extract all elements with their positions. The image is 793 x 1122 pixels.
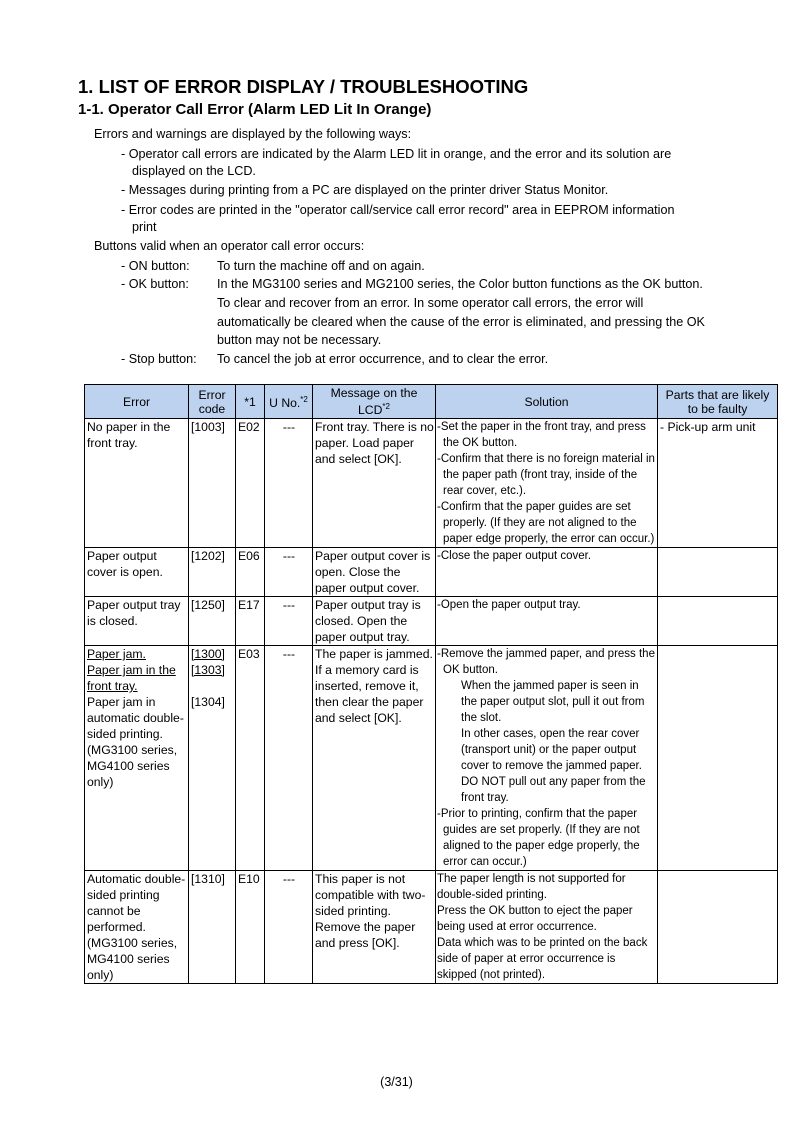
cell-error-code: [1003]: [189, 419, 236, 548]
cell-star1: E06: [236, 548, 265, 597]
ok-button-text: In the MG3100 series and MG2100 series, the Color button functions as the OK button.: [217, 277, 703, 291]
page-title: 1. LIST OF ERROR DISPLAY / TROUBLESHOOTING: [78, 76, 529, 97]
cell-error: [85, 646, 189, 871]
cell-star1: E03: [236, 646, 265, 871]
col-header-solution: Solution: [436, 385, 658, 419]
col-header-parts: Parts that are likely to be faulty: [658, 385, 778, 419]
ok-button-label: - OK button:: [121, 277, 189, 291]
cell-uno: ---: [265, 646, 313, 871]
cell-parts: - Pick-up arm unit: [658, 419, 778, 548]
ok-button-text: button may not be necessary.: [217, 333, 382, 347]
error-paper-jam-duplex: Paper jam in automatic double-sided printing. (MG3100 series, MG4100 series only): [87, 695, 184, 789]
cell-parts: [658, 871, 778, 984]
buttons-title: Buttons valid when an operator call error occurs:: [94, 239, 365, 253]
cell-solution: -Open the paper output tray.: [436, 597, 658, 646]
solution-substep: DO NOT pull out any paper from the front tray.: [461, 776, 646, 804]
cell-error-code: [1250]: [189, 597, 236, 646]
table-row: [85, 597, 778, 646]
code-1303: [1303]: [191, 663, 225, 677]
stop-button-text: To cancel the job at error occurrence, and to clear the error.: [217, 352, 549, 366]
cell-error: No paper in the front tray.: [85, 419, 189, 548]
stop-button-label: - Stop button:: [121, 352, 197, 366]
cell-error: Automatic double-sided printing cannot be performed. (MG3100 series, MG4100 series only): [85, 871, 189, 984]
solution-substep: In other cases, open the rear cover (transport unit) or the paper output cover to remove the jammed paper.: [461, 728, 642, 772]
table-row: [85, 871, 778, 984]
code-1300: [1300]: [191, 647, 225, 661]
error-table: [84, 384, 778, 984]
bullet-lcd: - Operator call errors are indicated by the Alarm LED lit in orange, and the error and its solution are: [121, 147, 672, 161]
cell-star1: E02: [236, 419, 265, 548]
cell-uno: ---: [265, 419, 313, 548]
solution-step: -Prior to printing, confirm that the paper guides are set properly. (If they are not aligned to the paper edge properly, the error can occur.): [437, 808, 640, 868]
cell-error-code: [1310]: [189, 871, 236, 984]
solution-step: -Remove the jammed paper, and press the OK button.: [437, 648, 655, 676]
cell-lcd-message: Front tray. There is no paper. Load paper and select [OK].: [313, 419, 436, 548]
solution-step: -Confirm that the paper guides are set properly. (If they are not aligned to the paper edge properly, the error can occur.): [437, 501, 655, 545]
col-header-error: Error: [85, 385, 189, 419]
table-row: [85, 419, 778, 548]
cell-uno: ---: [265, 871, 313, 984]
solution-step: -Set the paper in the front tray, and press the OK button.: [437, 421, 646, 449]
intro-line: Errors and warnings are displayed by the following ways:: [94, 127, 412, 141]
solution-step: Data which was to be printed on the back side of paper at error occurrence is skipped (not printed).: [437, 937, 648, 981]
bullet-status-monitor: - Messages during printing from a PC are displayed on the printer driver Status Monitor.: [121, 183, 609, 197]
cell-error: Paper output cover is open.: [85, 548, 189, 597]
on-button-label: - ON button:: [121, 259, 190, 273]
table-row: [85, 646, 778, 871]
error-paper-jam: Paper jam.: [87, 647, 146, 661]
cell-error-code: [189, 646, 236, 871]
cell-uno: ---: [265, 548, 313, 597]
col-header-star1: *1: [236, 385, 265, 419]
col-header-error-code: Error code: [189, 385, 236, 419]
bullet-eeprom: - Error codes are printed in the "operator call/service call error record" area in EEPROM information: [121, 203, 675, 217]
code-1304: [1304]: [191, 695, 225, 709]
cell-solution: [436, 419, 658, 548]
ok-button-text: To clear and recover from an error. In some operator call errors, the error will: [217, 296, 644, 310]
cell-parts: [658, 597, 778, 646]
on-button-text: To turn the machine off and on again.: [217, 259, 425, 273]
solution-step: -Confirm that there is no foreign material in the paper path (front tray, inside of the rear cover, etc.).: [437, 453, 655, 497]
cell-lcd-message: This paper is not compatible with two-sided printing. Remove the paper and press [OK].: [313, 871, 436, 984]
cell-error-code: [1202]: [189, 548, 236, 597]
page-number: (3/31): [380, 1075, 413, 1089]
solution-substep: When the jammed paper is seen in the paper output slot, pull it out from the slot.: [461, 680, 645, 724]
col-header-lcd-message: Message on the LCD$^{*2}$: [313, 385, 436, 419]
ok-button-text: automatically be cleared when the cause of the error is eliminated, and pressing the OK: [217, 315, 705, 329]
code-spacer: [191, 678, 234, 694]
col-header-uno: U No.$^{*2}$: [265, 385, 313, 419]
cell-solution: [436, 871, 658, 984]
table-header-row: [85, 385, 778, 419]
cell-error: Paper output tray is closed.: [85, 597, 189, 646]
cell-star1: E10: [236, 871, 265, 984]
cell-parts: [658, 548, 778, 597]
table-row: [85, 548, 778, 597]
bullet-lcd-cont: displayed on the LCD.: [132, 164, 256, 178]
section-title: 1-1. Operator Call Error (Alarm LED Lit In Orange): [78, 101, 432, 118]
cell-lcd-message: The paper is jammed. If a memory card is inserted, remove it, then clear the paper and select [OK].: [313, 646, 436, 871]
solution-step: Press the OK button to eject the paper being used at error occurrence.: [437, 905, 633, 933]
bullet-eeprom-cont: print: [132, 220, 157, 234]
cell-uno: ---: [265, 597, 313, 646]
error-paper-jam-front-tray: Paper jam in the front tray.: [87, 663, 176, 693]
cell-lcd-message: Paper output cover is open. Close the paper output cover.: [313, 548, 436, 597]
solution-step: The paper length is not supported for double-sided printing.: [437, 873, 626, 901]
cell-parts: [658, 646, 778, 871]
cell-solution: -Close the paper output cover.: [436, 548, 658, 597]
cell-star1: E17: [236, 597, 265, 646]
cell-solution: [436, 646, 658, 871]
cell-lcd-message: Paper output tray is closed. Open the paper output tray.: [313, 597, 436, 646]
